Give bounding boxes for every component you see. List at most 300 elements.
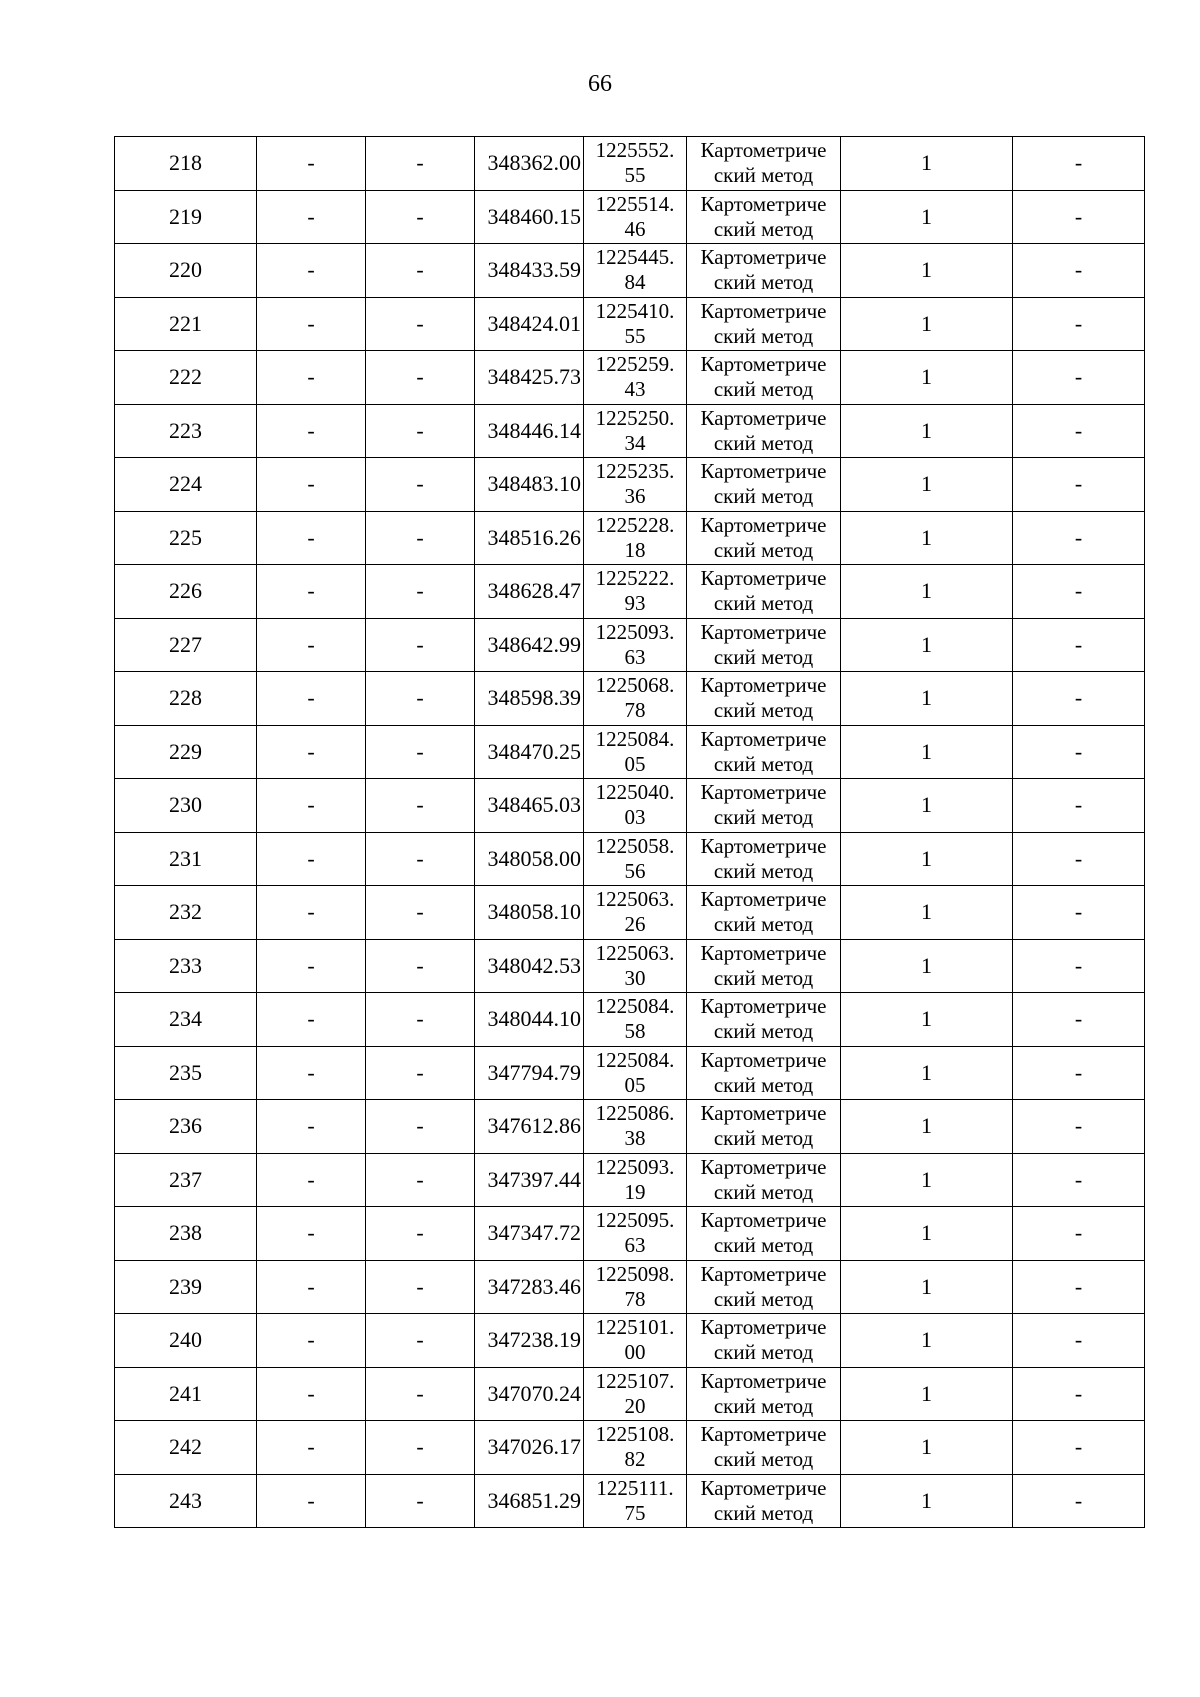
new-x-cell: 348058.10 xyxy=(475,886,584,940)
new-y-cell-line-2: 82 xyxy=(624,1447,646,1472)
new-x-cell: 348042.53 xyxy=(475,939,584,993)
table-row xyxy=(115,832,1145,886)
method-cell-line-1: Картометриче xyxy=(700,673,827,698)
table-row xyxy=(115,1260,1145,1314)
description-cell: - xyxy=(1013,1100,1145,1154)
new-y-cell-line-2: 55 xyxy=(624,323,646,348)
description-cell: - xyxy=(1013,1153,1145,1207)
method-cell-line-2: ский метод xyxy=(713,537,814,562)
method-cell xyxy=(687,404,841,458)
point-number-cell: 243 xyxy=(115,1474,257,1528)
old-x-cell: - xyxy=(257,832,366,886)
point-number-cell: 219 xyxy=(115,190,257,244)
table-row xyxy=(115,886,1145,940)
method-cell-line-2: ский метод xyxy=(713,1233,814,1258)
new-x-cell: 348058.00 xyxy=(475,832,584,886)
accuracy-cell: 1 xyxy=(841,1046,1013,1100)
method-cell-line-2: ский метод xyxy=(713,1072,814,1097)
method-cell-line-1: Картометриче xyxy=(700,1101,827,1126)
old-x-cell: - xyxy=(257,404,366,458)
accuracy-cell: 1 xyxy=(841,565,1013,619)
new-y-cell xyxy=(584,511,687,565)
method-cell-line-1: Картометриче xyxy=(700,619,827,644)
method-cell-line-1: Картометриче xyxy=(700,1315,827,1340)
new-y-cell-line-1: 1225068. xyxy=(595,673,675,698)
point-number-cell: 223 xyxy=(115,404,257,458)
old-x-cell: - xyxy=(257,458,366,512)
method-cell xyxy=(687,351,841,405)
method-cell-line-1: Картометриче xyxy=(700,1261,827,1286)
table-row xyxy=(115,565,1145,619)
method-cell-line-1: Картометриче xyxy=(700,1422,827,1447)
method-cell xyxy=(687,725,841,779)
old-x-cell: - xyxy=(257,351,366,405)
new-y-cell-line-1: 1225093. xyxy=(595,619,675,644)
new-y-cell-line-1: 1225084. xyxy=(595,726,675,751)
new-y-cell-line-1: 1225063. xyxy=(595,887,675,912)
method-cell xyxy=(687,1421,841,1475)
new-y-cell xyxy=(584,1260,687,1314)
new-y-cell-line-2: 36 xyxy=(624,484,646,509)
method-cell xyxy=(687,1260,841,1314)
method-cell-line-2: ский метод xyxy=(713,1019,814,1044)
old-x-cell: - xyxy=(257,190,366,244)
accuracy-cell: 1 xyxy=(841,511,1013,565)
method-cell-line-1: Картометриче xyxy=(700,726,827,751)
point-number-cell: 231 xyxy=(115,832,257,886)
method-cell xyxy=(687,244,841,298)
new-y-cell-line-1: 1225259. xyxy=(595,352,675,377)
point-number-cell: 226 xyxy=(115,565,257,619)
new-y-cell-line-2: 05 xyxy=(624,751,646,776)
new-x-cell: 348642.99 xyxy=(475,618,584,672)
table-row xyxy=(115,404,1145,458)
description-cell: - xyxy=(1013,244,1145,298)
accuracy-cell: 1 xyxy=(841,351,1013,405)
old-x-cell: - xyxy=(257,137,366,191)
new-y-cell xyxy=(584,1153,687,1207)
new-x-cell: 347347.72 xyxy=(475,1207,584,1261)
old-x-cell: - xyxy=(257,1314,366,1368)
accuracy-cell: 1 xyxy=(841,832,1013,886)
new-y-cell-line-1: 1225086. xyxy=(595,1101,675,1126)
description-cell: - xyxy=(1013,1367,1145,1421)
new-y-cell-line-1: 1225445. xyxy=(595,245,675,270)
description-cell: - xyxy=(1013,725,1145,779)
method-cell-line-1: Картометриче xyxy=(700,833,827,858)
accuracy-cell: 1 xyxy=(841,1153,1013,1207)
accuracy-cell: 1 xyxy=(841,1260,1013,1314)
old-x-cell: - xyxy=(257,565,366,619)
new-y-cell-line-1: 1225063. xyxy=(595,940,675,965)
new-y-cell xyxy=(584,886,687,940)
new-x-cell: 347238.19 xyxy=(475,1314,584,1368)
description-cell: - xyxy=(1013,565,1145,619)
old-y-cell: - xyxy=(366,886,475,940)
old-y-cell: - xyxy=(366,1367,475,1421)
method-cell-line-2: ский метод xyxy=(713,163,814,188)
point-number-cell: 225 xyxy=(115,511,257,565)
table-row xyxy=(115,1314,1145,1368)
old-x-cell: - xyxy=(257,1421,366,1475)
method-cell-line-1: Картометриче xyxy=(700,1047,827,1072)
old-y-cell: - xyxy=(366,565,475,619)
table-row xyxy=(115,297,1145,351)
new-y-cell xyxy=(584,725,687,779)
point-number-cell: 235 xyxy=(115,1046,257,1100)
point-number-cell: 227 xyxy=(115,618,257,672)
new-y-cell-line-2: 63 xyxy=(624,1233,646,1258)
description-cell: - xyxy=(1013,1046,1145,1100)
method-cell xyxy=(687,1314,841,1368)
old-y-cell: - xyxy=(366,1474,475,1528)
method-cell-line-2: ский метод xyxy=(713,644,814,669)
old-x-cell: - xyxy=(257,993,366,1047)
method-cell-line-1: Картометриче xyxy=(700,191,827,216)
method-cell xyxy=(687,939,841,993)
table-row xyxy=(115,779,1145,833)
point-number-cell: 228 xyxy=(115,672,257,726)
new-x-cell: 348516.26 xyxy=(475,511,584,565)
point-number-cell: 230 xyxy=(115,779,257,833)
point-number-cell: 241 xyxy=(115,1367,257,1421)
page-number: 66 xyxy=(588,71,612,97)
accuracy-cell: 1 xyxy=(841,725,1013,779)
new-x-cell: 348446.14 xyxy=(475,404,584,458)
method-cell-line-2: ский метод xyxy=(713,698,814,723)
table-row xyxy=(115,1474,1145,1528)
accuracy-cell: 1 xyxy=(841,618,1013,672)
accuracy-cell: 1 xyxy=(841,779,1013,833)
method-cell-line-2: ский метод xyxy=(713,805,814,830)
accuracy-cell: 1 xyxy=(841,404,1013,458)
description-cell: - xyxy=(1013,351,1145,405)
method-cell xyxy=(687,565,841,619)
old-y-cell: - xyxy=(366,725,475,779)
point-number-cell: 221 xyxy=(115,297,257,351)
new-y-cell-line-2: 20 xyxy=(624,1393,646,1418)
method-cell-line-2: ский метод xyxy=(713,1179,814,1204)
new-y-cell-line-1: 1225514. xyxy=(595,191,675,216)
method-cell xyxy=(687,1046,841,1100)
table-row xyxy=(115,351,1145,405)
new-x-cell: 347026.17 xyxy=(475,1421,584,1475)
table-row xyxy=(115,244,1145,298)
new-x-cell: 347612.86 xyxy=(475,1100,584,1154)
old-y-cell: - xyxy=(366,404,475,458)
method-cell-line-2: ский метод xyxy=(713,591,814,616)
description-cell: - xyxy=(1013,779,1145,833)
accuracy-cell: 1 xyxy=(841,297,1013,351)
table-row xyxy=(115,137,1145,191)
new-y-cell-line-2: 05 xyxy=(624,1072,646,1097)
method-cell-line-1: Картометриче xyxy=(700,1368,827,1393)
new-y-cell xyxy=(584,565,687,619)
point-number-cell: 238 xyxy=(115,1207,257,1261)
old-y-cell: - xyxy=(366,190,475,244)
new-y-cell xyxy=(584,404,687,458)
method-cell-line-1: Картометриче xyxy=(700,138,827,163)
point-number-cell: 234 xyxy=(115,993,257,1047)
description-cell: - xyxy=(1013,1207,1145,1261)
accuracy-cell: 1 xyxy=(841,993,1013,1047)
method-cell-line-1: Картометриче xyxy=(700,405,827,430)
method-cell xyxy=(687,886,841,940)
old-x-cell: - xyxy=(257,1153,366,1207)
new-y-cell-line-1: 1225250. xyxy=(595,405,675,430)
description-cell: - xyxy=(1013,297,1145,351)
method-cell-line-1: Картометриче xyxy=(700,1475,827,1500)
new-y-cell-line-2: 63 xyxy=(624,644,646,669)
method-cell xyxy=(687,297,841,351)
old-y-cell: - xyxy=(366,832,475,886)
new-x-cell: 348433.59 xyxy=(475,244,584,298)
method-cell-line-2: ский метод xyxy=(713,1286,814,1311)
new-y-cell xyxy=(584,1367,687,1421)
table-row xyxy=(115,993,1145,1047)
new-y-cell-line-1: 1225040. xyxy=(595,780,675,805)
new-x-cell: 347070.24 xyxy=(475,1367,584,1421)
table-row xyxy=(115,939,1145,993)
new-y-cell-line-1: 1225058. xyxy=(595,833,675,858)
method-cell-line-2: ский метод xyxy=(713,912,814,937)
method-cell xyxy=(687,137,841,191)
new-y-cell-line-1: 1225107. xyxy=(595,1368,675,1393)
new-x-cell: 348598.39 xyxy=(475,672,584,726)
new-y-cell-line-1: 1225222. xyxy=(595,566,675,591)
new-y-cell-line-2: 03 xyxy=(624,805,646,830)
new-y-cell-line-2: 93 xyxy=(624,591,646,616)
new-y-cell-line-2: 55 xyxy=(624,163,646,188)
method-cell xyxy=(687,1100,841,1154)
new-y-cell-line-1: 1225235. xyxy=(595,459,675,484)
old-y-cell: - xyxy=(366,244,475,298)
method-cell-line-2: ский метод xyxy=(713,270,814,295)
new-x-cell: 348483.10 xyxy=(475,458,584,512)
new-y-cell-line-1: 1225084. xyxy=(595,1047,675,1072)
method-cell-line-1: Картометриче xyxy=(700,940,827,965)
point-number-cell: 233 xyxy=(115,939,257,993)
point-number-cell: 242 xyxy=(115,1421,257,1475)
new-y-cell-line-2: 30 xyxy=(624,965,646,990)
new-y-cell xyxy=(584,832,687,886)
method-cell-line-2: ский метод xyxy=(713,858,814,883)
accuracy-cell: 1 xyxy=(841,886,1013,940)
method-cell xyxy=(687,832,841,886)
new-y-cell-line-2: 00 xyxy=(624,1340,646,1365)
method-cell-line-2: ский метод xyxy=(713,1500,814,1525)
new-x-cell: 346851.29 xyxy=(475,1474,584,1528)
method-cell-line-2: ский метод xyxy=(713,1393,814,1418)
description-cell: - xyxy=(1013,1260,1145,1314)
description-cell: - xyxy=(1013,832,1145,886)
new-y-cell xyxy=(584,1314,687,1368)
new-y-cell xyxy=(584,618,687,672)
accuracy-cell: 1 xyxy=(841,1207,1013,1261)
point-number-cell: 232 xyxy=(115,886,257,940)
method-cell-line-2: ский метод xyxy=(713,1126,814,1151)
method-cell-line-2: ский метод xyxy=(713,216,814,241)
method-cell-line-1: Картометриче xyxy=(700,994,827,1019)
new-y-cell-line-1: 1225101. xyxy=(595,1315,675,1340)
coordinates-table-body xyxy=(115,137,1145,1528)
new-x-cell: 348044.10 xyxy=(475,993,584,1047)
new-y-cell-line-1: 1225084. xyxy=(595,994,675,1019)
method-cell-line-2: ский метод xyxy=(713,1447,814,1472)
accuracy-cell: 1 xyxy=(841,939,1013,993)
new-y-cell-line-2: 58 xyxy=(624,1019,646,1044)
method-cell-line-2: ский метод xyxy=(713,323,814,348)
table-row xyxy=(115,1100,1145,1154)
accuracy-cell: 1 xyxy=(841,1100,1013,1154)
method-cell-line-1: Картометриче xyxy=(700,352,827,377)
method-cell xyxy=(687,618,841,672)
table-row xyxy=(115,1207,1145,1261)
point-number-cell: 239 xyxy=(115,1260,257,1314)
description-cell: - xyxy=(1013,1474,1145,1528)
new-x-cell: 347283.46 xyxy=(475,1260,584,1314)
method-cell-line-1: Картометриче xyxy=(700,780,827,805)
new-y-cell-line-2: 46 xyxy=(624,216,646,241)
accuracy-cell: 1 xyxy=(841,244,1013,298)
old-x-cell: - xyxy=(257,1046,366,1100)
old-x-cell: - xyxy=(257,297,366,351)
new-y-cell-line-2: 26 xyxy=(624,912,646,937)
new-y-cell xyxy=(584,1046,687,1100)
method-cell-line-2: ский метод xyxy=(713,430,814,455)
new-y-cell-line-2: 56 xyxy=(624,858,646,883)
description-cell: - xyxy=(1013,458,1145,512)
new-y-cell xyxy=(584,1207,687,1261)
old-y-cell: - xyxy=(366,779,475,833)
new-y-cell-line-2: 18 xyxy=(624,537,646,562)
new-x-cell: 348470.25 xyxy=(475,725,584,779)
new-y-cell-line-2: 34 xyxy=(624,430,646,455)
old-y-cell: - xyxy=(366,618,475,672)
new-x-cell: 348628.47 xyxy=(475,565,584,619)
description-cell: - xyxy=(1013,993,1145,1047)
description-cell: - xyxy=(1013,1314,1145,1368)
method-cell xyxy=(687,779,841,833)
table-row xyxy=(115,458,1145,512)
accuracy-cell: 1 xyxy=(841,1367,1013,1421)
point-number-cell: 220 xyxy=(115,244,257,298)
accuracy-cell: 1 xyxy=(841,1474,1013,1528)
old-y-cell: - xyxy=(366,939,475,993)
new-y-cell xyxy=(584,939,687,993)
old-x-cell: - xyxy=(257,1207,366,1261)
old-y-cell: - xyxy=(366,1046,475,1100)
new-y-cell-line-1: 1225111. xyxy=(596,1475,674,1500)
method-cell-line-1: Картометриче xyxy=(700,298,827,323)
old-y-cell: - xyxy=(366,1207,475,1261)
new-y-cell-line-1: 1225410. xyxy=(595,298,675,323)
method-cell-line-2: ский метод xyxy=(713,1340,814,1365)
point-number-cell: 222 xyxy=(115,351,257,405)
point-number-cell: 240 xyxy=(115,1314,257,1368)
new-y-cell xyxy=(584,297,687,351)
old-y-cell: - xyxy=(366,351,475,405)
new-y-cell-line-1: 1225108. xyxy=(595,1422,675,1447)
old-y-cell: - xyxy=(366,1314,475,1368)
new-y-cell xyxy=(584,993,687,1047)
method-cell xyxy=(687,511,841,565)
description-cell: - xyxy=(1013,190,1145,244)
old-x-cell: - xyxy=(257,672,366,726)
accuracy-cell: 1 xyxy=(841,458,1013,512)
description-cell: - xyxy=(1013,1421,1145,1475)
method-cell-line-1: Картометриче xyxy=(700,459,827,484)
accuracy-cell: 1 xyxy=(841,137,1013,191)
table-row xyxy=(115,190,1145,244)
accuracy-cell: 1 xyxy=(841,1314,1013,1368)
old-y-cell: - xyxy=(366,297,475,351)
new-y-cell-line-1: 1225095. xyxy=(595,1208,675,1233)
method-cell xyxy=(687,1474,841,1528)
method-cell xyxy=(687,672,841,726)
method-cell xyxy=(687,1367,841,1421)
coordinates-table xyxy=(114,136,1145,1528)
method-cell-line-2: ский метод xyxy=(713,751,814,776)
new-x-cell: 348465.03 xyxy=(475,779,584,833)
method-cell-line-1: Картометриче xyxy=(700,566,827,591)
old-x-cell: - xyxy=(257,618,366,672)
method-cell-line-2: ский метод xyxy=(713,484,814,509)
old-x-cell: - xyxy=(257,1100,366,1154)
method-cell xyxy=(687,993,841,1047)
point-number-cell: 229 xyxy=(115,725,257,779)
description-cell: - xyxy=(1013,404,1145,458)
new-y-cell-line-2: 38 xyxy=(624,1126,646,1151)
old-y-cell: - xyxy=(366,672,475,726)
method-cell-line-1: Картометриче xyxy=(700,887,827,912)
point-number-cell: 218 xyxy=(115,137,257,191)
accuracy-cell: 1 xyxy=(841,190,1013,244)
old-x-cell: - xyxy=(257,779,366,833)
old-y-cell: - xyxy=(366,993,475,1047)
new-y-cell-line-2: 19 xyxy=(624,1179,646,1204)
new-y-cell xyxy=(584,1474,687,1528)
old-x-cell: - xyxy=(257,1367,366,1421)
new-x-cell: 348424.01 xyxy=(475,297,584,351)
new-x-cell: 347397.44 xyxy=(475,1153,584,1207)
old-y-cell: - xyxy=(366,511,475,565)
table-row xyxy=(115,1421,1145,1475)
new-x-cell: 348460.15 xyxy=(475,190,584,244)
point-number-cell: 237 xyxy=(115,1153,257,1207)
old-x-cell: - xyxy=(257,511,366,565)
old-y-cell: - xyxy=(366,1421,475,1475)
table-row xyxy=(115,1153,1145,1207)
old-y-cell: - xyxy=(366,137,475,191)
method-cell xyxy=(687,190,841,244)
point-number-cell: 236 xyxy=(115,1100,257,1154)
method-cell-line-2: ский метод xyxy=(713,965,814,990)
new-y-cell-line-2: 78 xyxy=(624,698,646,723)
new-y-cell-line-2: 75 xyxy=(624,1500,646,1525)
new-y-cell-line-1: 1225098. xyxy=(595,1261,675,1286)
description-cell: - xyxy=(1013,886,1145,940)
new-y-cell xyxy=(584,458,687,512)
new-x-cell: 348425.73 xyxy=(475,351,584,405)
old-x-cell: - xyxy=(257,725,366,779)
table-row xyxy=(115,1046,1145,1100)
new-y-cell-line-1: 1225228. xyxy=(595,512,675,537)
new-y-cell-line-2: 78 xyxy=(624,1286,646,1311)
description-cell: - xyxy=(1013,939,1145,993)
new-y-cell xyxy=(584,672,687,726)
method-cell-line-1: Картометриче xyxy=(700,245,827,270)
